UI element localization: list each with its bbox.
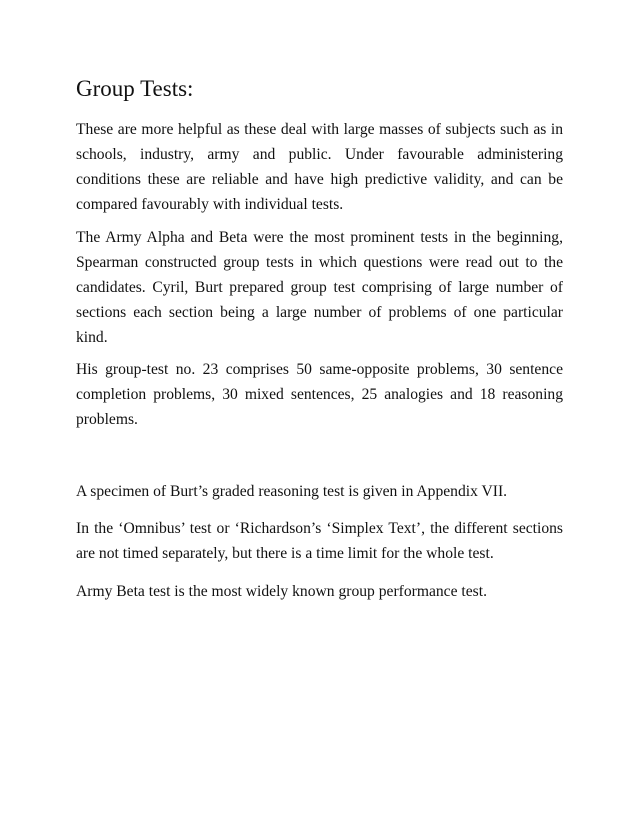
paragraph-burt-specimen: A specimen of Burt’s graded reasoning test is given in Appendix VII.	[76, 483, 508, 500]
paragraph-army-beta: Army Beta test is the most widely known group performance test.	[76, 583, 487, 600]
paragraph-army-alpha-beta: The Army Alpha and Beta were the most prominent tests in the beginning, Spearman constructed group tests in which questions were read out to the candidates. Cyril, Burt prepared group test comprising of large number of sections each section being a large number of problems of one particular kind.	[76, 229, 563, 346]
paragraph-omnibus-test: In the ‘Omnibus’ test or ‘Richardson’s ‘Simplex Text’, the different sections are not timed separately, but there is a time limit for the whole test.	[76, 520, 563, 562]
paragraph-group-tests-intro: These are more helpful as these deal with large masses of subjects such as in schools, industry, army and public. Under favourable administering conditions these are reliable and have high predictive validity, and can be compared favourably with individual tests.	[76, 121, 563, 213]
section-heading: Group Tests:	[76, 76, 194, 101]
paragraph-group-test-23: His group-test no. 23 comprises 50 same-opposite problems, 30 sentence completion problems, 30 mixed sentences, 25 analogies and 18 reasoning problems.	[76, 361, 563, 428]
